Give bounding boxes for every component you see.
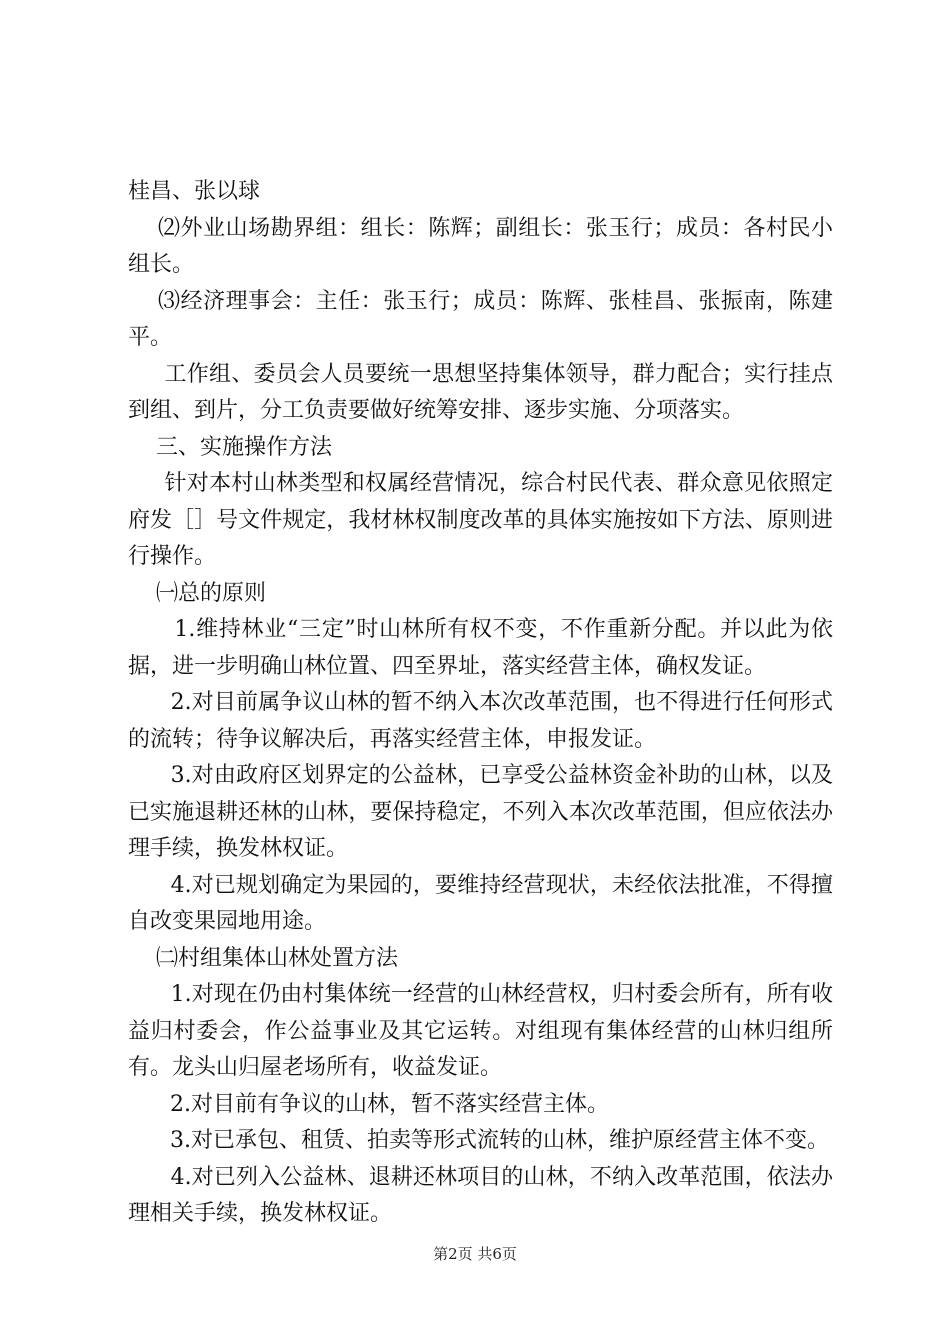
page-footer: 第2页 共6页 (433, 1245, 517, 1263)
paragraph-4: 工作组、委员会人员要统一思想坚持集体领导，群力配合；实行挂点到组、到片，分工负责要做好统筹安排、逐步实施、分项落实。 (128, 361, 833, 423)
paragraph-1: 桂昌、张以球 (128, 179, 261, 204)
paragraph-13: 4.对已列入公益林、退耕还林项目的山林，不纳入改革范围，依法办理相关手续，换发林权证。 (128, 1164, 833, 1226)
paragraph-2: ⑵外业山场勘界组：组长：陈辉；副组长：张玉行；成员：各村民小组长。 (128, 215, 833, 277)
section-heading-3: 三、实施操作方法 (128, 434, 332, 460)
subsection-heading-1: ㈠总的原则 (128, 580, 266, 606)
paragraph-10: 1.对现在仍由村集体统一经营的山林经营权，归村委会所有，所有收益归村委会，作公益事业及其它运转。对组现有集体经营的山林归组所有。龙头山归屋老场所有，收益发证。 (128, 982, 833, 1080)
paragraph-8: 3.对由政府区划界定的公益林，已享受公益林资金补助的山林，以及已实施退耕还林的山林，要保持稳定，不列入本次改革范围，但应依法办理手续，换发林权证。 (128, 763, 833, 861)
paragraph-12: 3.对已承包、租赁、拍卖等形式流转的山林，维护原经营主体不变。 (128, 1128, 829, 1153)
subsection-heading-2: ㈡村组集体山林处置方法 (128, 945, 398, 971)
paragraph-3: ⑶经济理事会：主任：张玉行；成员：陈辉、张桂昌、张振南，陈建平。 (128, 288, 833, 350)
document-body (128, 174, 833, 1233)
paragraph-9: 4.对已规划确定为果园的，要维持经营现状，未经依法批准，不得擅自改变果园地用途。 (128, 872, 833, 934)
paragraph-6: 1.维持林业“三定”时山林所有权不变，不作重新分配。并以此为依据，进一步明确山林位置、四至界址，落实经营主体，确权发证。 (128, 617, 833, 679)
paragraph-7: 2.对目前属争议山林的暂不纳入本次改革范围，也不得进行任何形式的流转；待争议解决后，再落实经营主体，申报发证。 (128, 690, 833, 752)
paragraph-11: 2.对目前有争议的山林，暂不落实经营主体。 (128, 1091, 609, 1117)
paragraph-5: 针对本村山林类型和权属经营情况，综合村民代表、群众意见依照定府发［］号文件规定，我材林权制度改革的具体实施按如下方法、原则进行操作。 (128, 471, 833, 569)
